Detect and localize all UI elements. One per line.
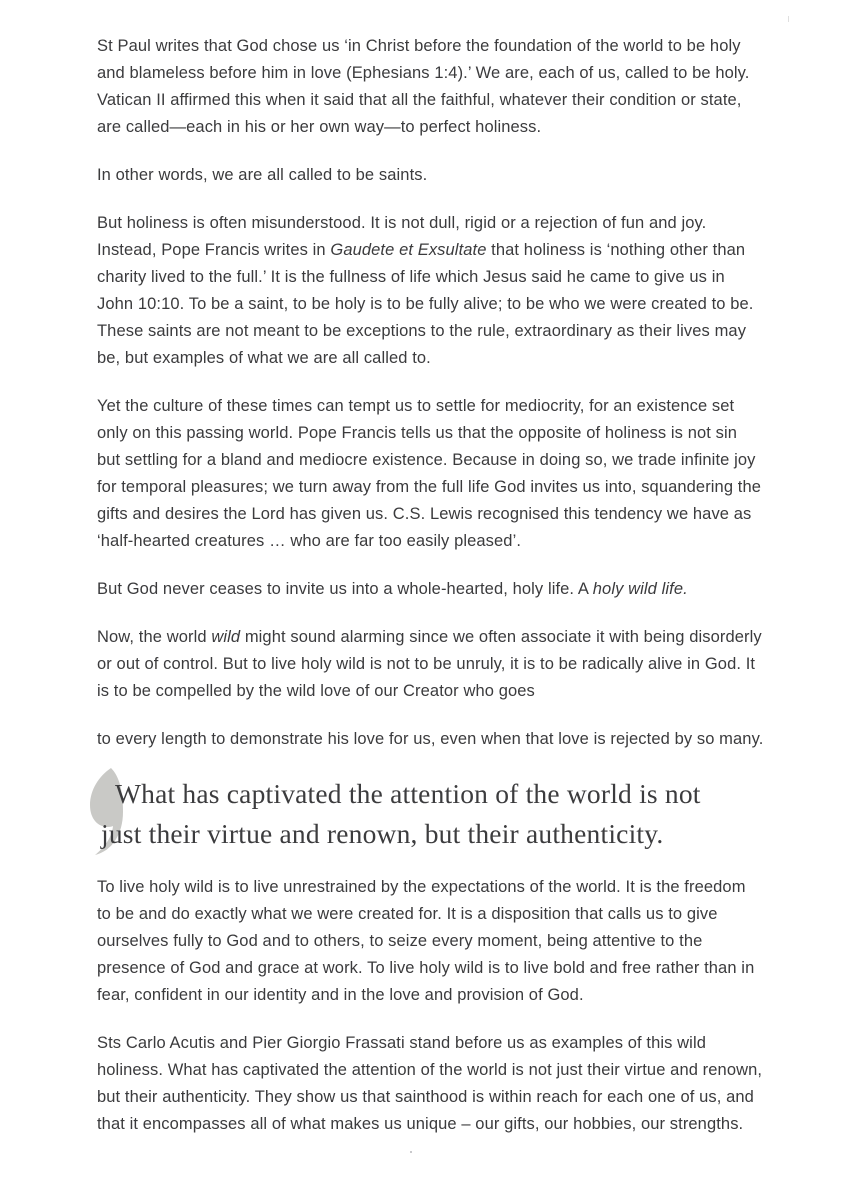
paragraph [97,1030,764,1138]
text-segment: Sts Carlo Acutis and Pier Giorgio Frassati stand before us as examples of this wild holiness. What has captivated the attention of the world is not just their virtue and renown, but their authenticity. They show us that sainthood is within reach for each one of us, and that it encompasses all of what makes us unique – our gifts, our hobbies, our strengths. [97,1034,763,1133]
italic-text-segment: Gaudete et Exsultate [330,241,487,259]
scan-artifact-mark [788,16,789,22]
text-segment: Yet the culture of these times can tempt us to settle for mediocrity, for an existence set only on this passing world. Pope Francis tells us that the opposite of holiness is not sin but settling for a bland and mediocre existence. Because in doing so, we trade infinite joy for temporal pleasures; we turn away from the full life God invites us into, squandering the gifts and desires the Lord has given us. C.S. Lewis recognised this tendency we have as ‘half-hearted creatures … who are far too easily pleased’. [97,397,762,550]
text-segment: to every length to demonstrate his love for us, even when that love is rejected by so many. [97,730,764,748]
text-segment: In other words, we are all called to be saints. [97,166,428,184]
paragraph [97,874,764,1009]
paragraph [97,726,764,753]
scan-artifact-dot [410,1151,412,1153]
text-segment: might sound alarming since we often associate it with being disorderly or out of control. But to live holy wild is not to be unruly, it is to be radically alive in God. It is to be compelled by the wild love of our Creator who goes [97,628,762,700]
paragraph [97,393,764,555]
pull-quote-line: just their virtue and renown, but their authenticity. [101,818,664,849]
text-segment: To live holy wild is to live unrestrained by the expectations of the world. It is the freedom to be and do exactly what we were created for. It is a disposition that calls us to give ourselves fully to God and to others, to seize every moment, being attentive to the presence of God and grace at work. To live holy wild is to live bold and free rather than in fear, confident in our identity and in the love and provision of God. [97,878,755,1004]
pull-quote-line: What has captivated the attention of the world is not [115,778,701,809]
paragraph [97,624,764,705]
paragraph [97,162,764,189]
text-segment: Now, the world [97,628,212,646]
text-segment: that holiness is ‘nothing other than charity lived to the full.’ It is the fullness of life which Jesus said he came to give us in John 10:10. To be a saint, to be holy is to be fully alive; to be who we were created to be. These saints are not meant to be exceptions to the rule, extraordinary as their lives may be, but examples of what we are all called to. [97,241,754,367]
paragraph [97,33,764,141]
paragraph [97,576,764,603]
italic-text-segment: holy wild life. [592,580,688,598]
text-segment: But God never ceases to invite us into a whole-hearted, holy life. A [97,580,593,598]
italic-text-segment: wild [211,628,241,646]
paragraph [97,210,764,372]
text-segment: But holiness is often misunderstood. It is not dull, rigid or a rejection of fun and joy. Instead, Pope Francis writes in [97,214,707,259]
text-segment: St Paul writes that God chose us ‘in Christ before the foundation of the world to be holy and blameless before him in love (Ephesians 1:4).’ We are, each of us, called to be holy. Vatican II affirmed this when it said that all the faithful, whatever their condition or state, are called—each in his or her own way—to perfect holiness. [97,37,750,136]
pull-quote [101,774,764,854]
